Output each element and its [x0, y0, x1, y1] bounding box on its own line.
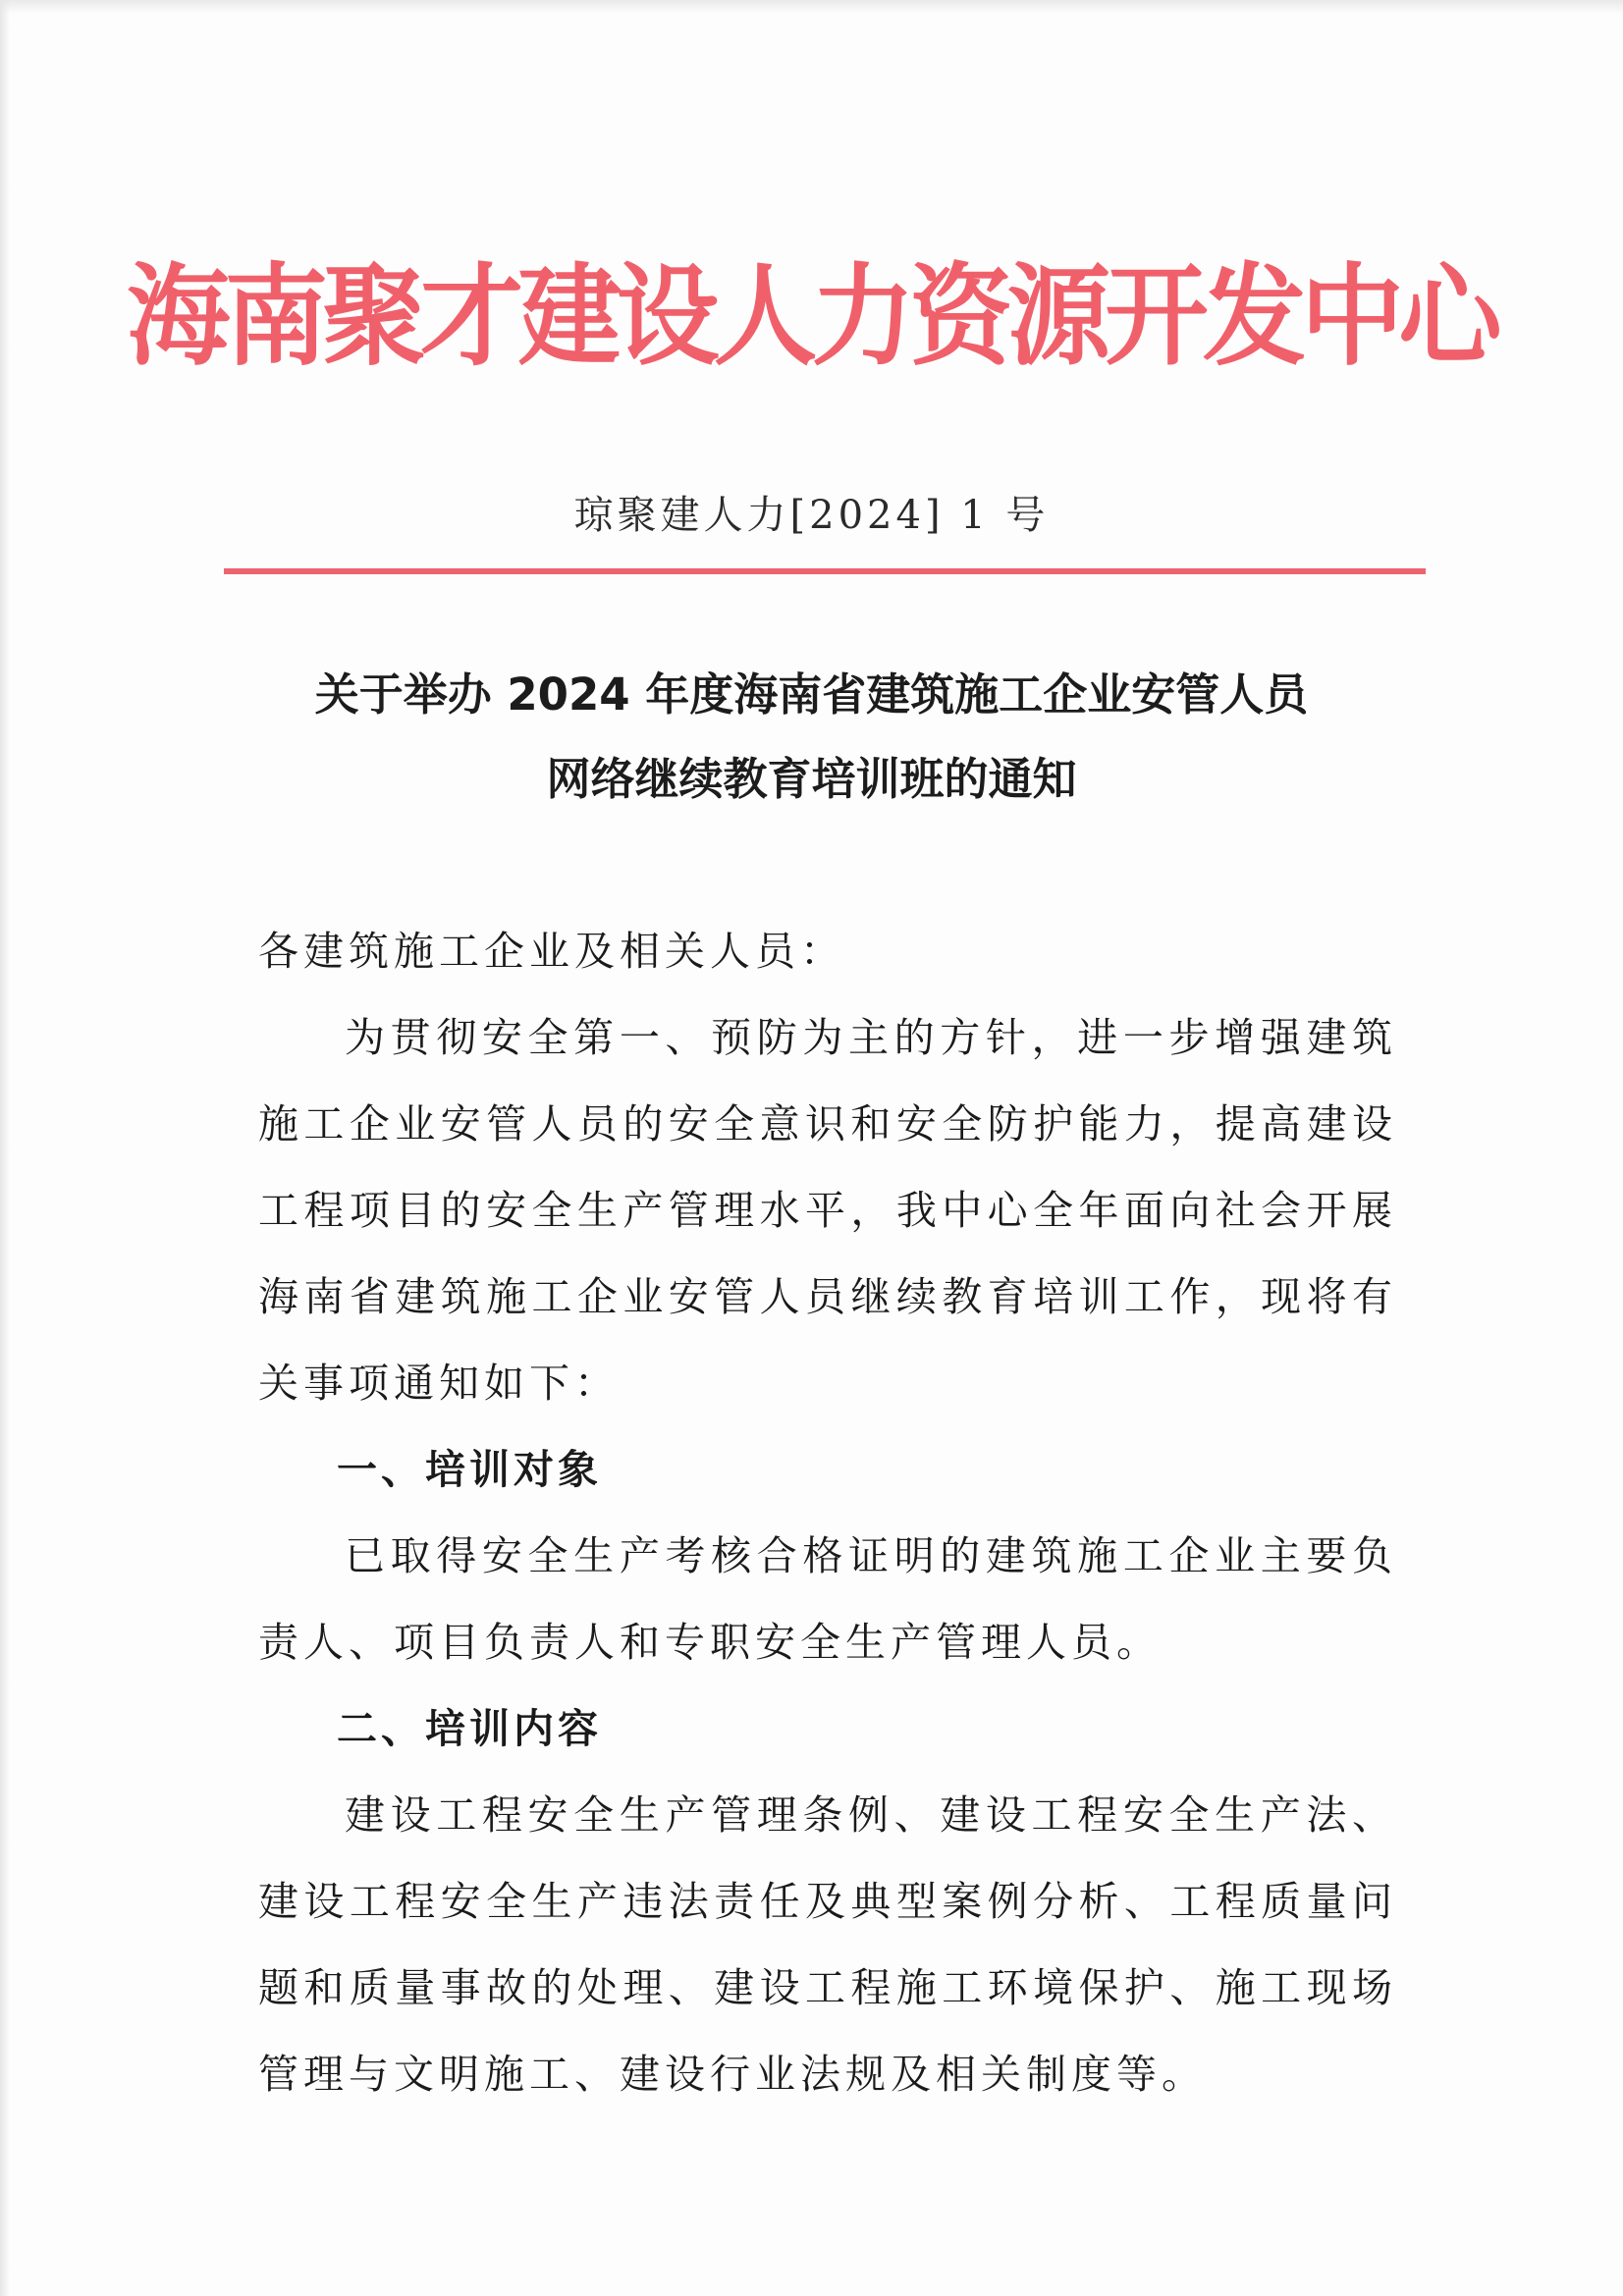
scan-edge-left	[0, 0, 10, 2296]
section-heading-training-targets: 一、培训对象	[337, 1446, 602, 1493]
scan-edge-top	[0, 0, 1623, 14]
section-text-training-targets: 已取得安全生产考核合格证明的建筑施工企业主要负责人、项目负责人和专职安全生产管理人员。	[258, 1532, 1397, 1666]
section-text-training-content: 建设工程安全生产管理条例、建设工程安全生产法、建设工程安全生产违法责任及典型案例分析、工程质量问题和质量事故的处理、建设工程施工环境保护、施工现场管理与文明施工、建设行业法规及相关制度等。	[258, 1791, 1397, 2098]
notice-title-line-1: 关于举办 2024 年度海南省建筑施工企业安管人员	[314, 668, 1309, 721]
organization-letterhead-title: 海南聚才建设人力资源开发中心	[127, 253, 1496, 381]
intro-paragraph: 为贯彻安全第一、预防为主的方针，进一步增强建筑施工企业安管人员的安全意识和安全防护能力，提高建设工程项目的安全生产管理水平，我中心全年面向社会开展海南省建筑施工企业安管人员继续教育培训工作，现将有关事项通知如下：	[258, 1014, 1397, 1407]
document-number: 琼聚建人力[2024] 1 号	[573, 493, 1050, 538]
salutation: 各建筑施工企业及相关人员：	[258, 928, 845, 975]
notice-title	[0, 653, 1623, 822]
notice-body	[258, 908, 1397, 2117]
notice-title-line-2: 网络继续教育培训班的通知	[546, 753, 1077, 805]
letterhead-divider	[224, 568, 1426, 574]
section-heading-training-content: 二、培训内容	[337, 1705, 602, 1752]
